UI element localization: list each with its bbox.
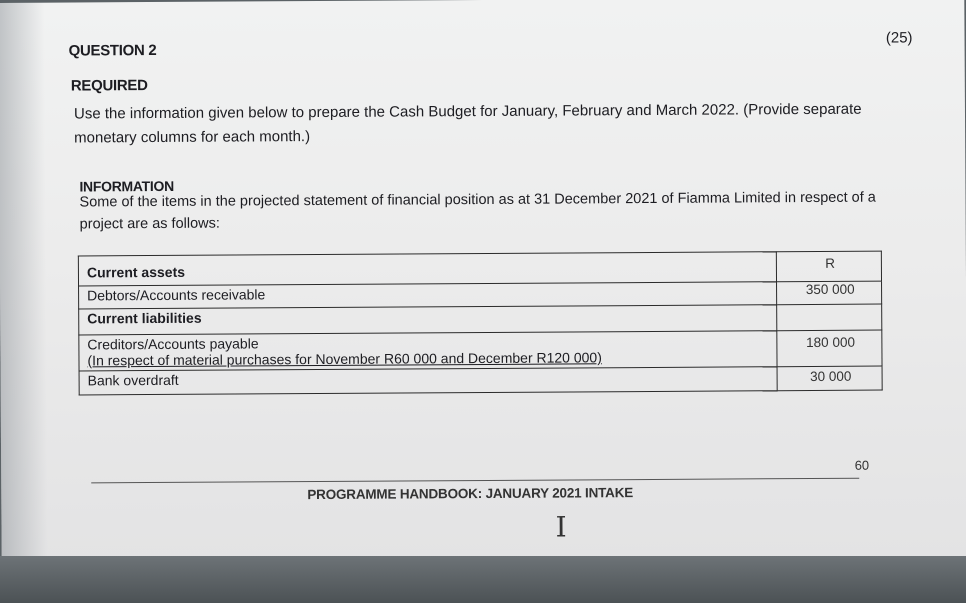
debtors-value: 350 000 bbox=[777, 281, 882, 305]
table-row bbox=[78, 251, 881, 286]
current-assets-label: Current assets bbox=[78, 252, 776, 286]
required-heading: REQUIRED bbox=[70, 77, 148, 95]
footer-divider bbox=[91, 478, 859, 484]
footer-text: PROGRAMME HANDBOOK: JANUARY 2021 INTAKE bbox=[307, 485, 634, 503]
debtors-label: Debtors/Accounts receivable bbox=[79, 282, 777, 309]
bank-overdraft-value: 30 000 bbox=[777, 366, 882, 391]
page-shadow bbox=[0, 3, 48, 563]
table-row bbox=[79, 330, 882, 371]
financial-position-table bbox=[78, 251, 883, 396]
page-number: 60 bbox=[854, 457, 870, 473]
creditors-note: (In respect of material purchases for November R60 000 and December R120 000) bbox=[87, 349, 602, 369]
table-row bbox=[79, 366, 882, 395]
creditors-value: 180 000 bbox=[777, 330, 882, 367]
question-marks: (25) bbox=[885, 29, 913, 47]
creditors-label: Creditors/Accounts payable bbox=[87, 335, 259, 353]
current-liabilities-label: Current liabilities bbox=[79, 305, 777, 335]
currency-header: R bbox=[777, 251, 882, 282]
creditors-cell bbox=[79, 331, 778, 371]
background-surface bbox=[0, 556, 966, 603]
question-title: QUESTION 2 bbox=[68, 41, 157, 60]
information-heading: INFORMATION bbox=[79, 177, 174, 195]
required-text: Use the information given below to prepare the Cash Budget for January, February and March 2022. (Provide separate monetary columns for each month.) bbox=[73, 100, 862, 147]
text-cursor-icon: I bbox=[555, 510, 567, 544]
empty-cell bbox=[777, 304, 882, 331]
information-text: Some of the items in the projected statement of financial position as at 31 December 2021 of Fiamma Limited in respect of a project are as follows: bbox=[79, 189, 876, 233]
bank-overdraft-label: Bank overdraft bbox=[79, 367, 777, 395]
